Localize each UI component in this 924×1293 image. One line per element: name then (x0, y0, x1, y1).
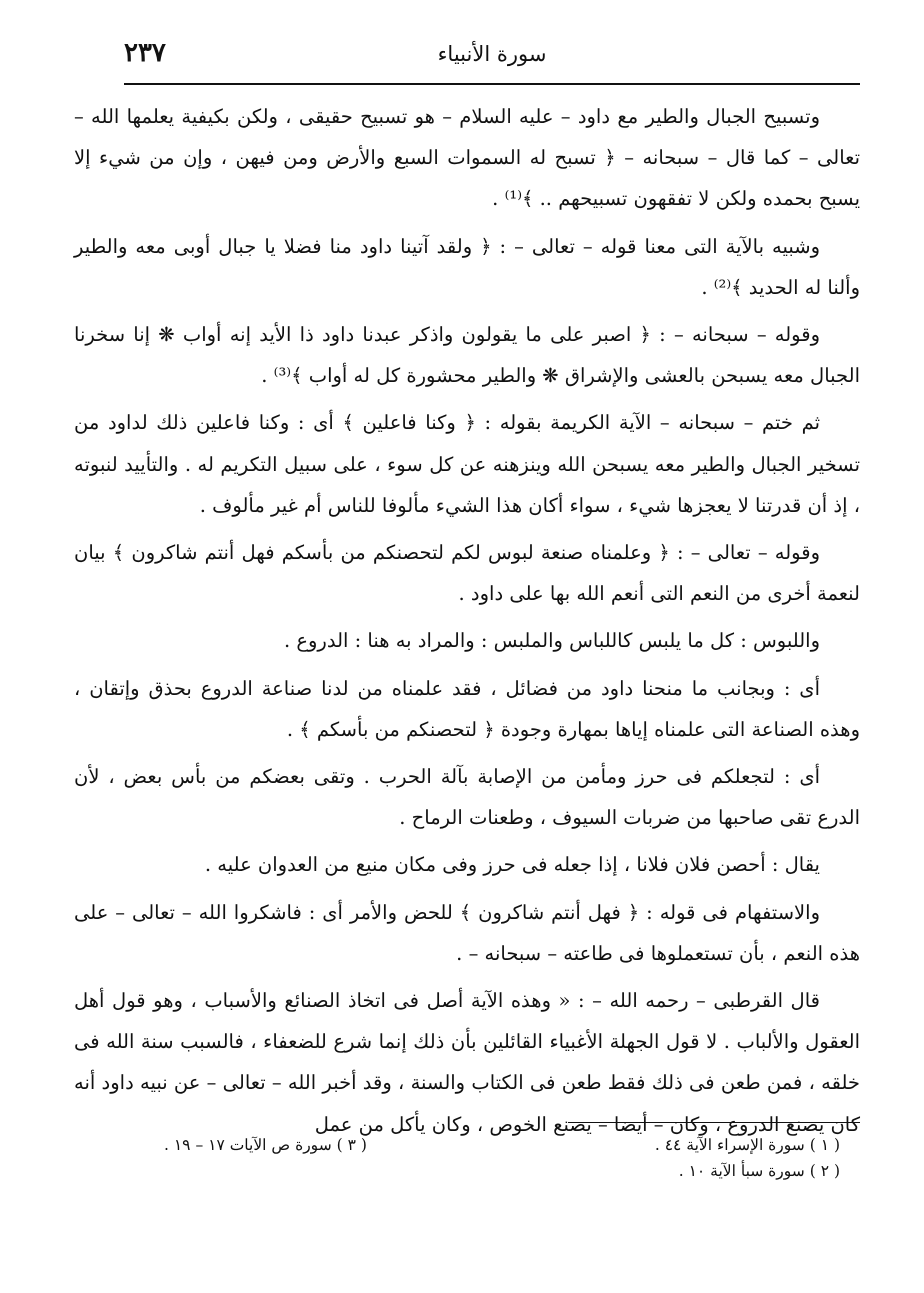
footnote-1: ( ١ ) سورة الإسراء الآية ٤٤ . (654, 1136, 840, 1154)
paragraph-2: وشبيه بالآية التى معنا قوله – تعالى – : ﴿ ولقد آتينا داود منا فضلا يا جبال أوبى معه والطير وألنا له الحديد ﴾⁽²⁾ . (74, 234, 860, 299)
footnote-3: ( ٣ ) سورة ص الآيات ١٧ – ١٩ . (164, 1136, 367, 1154)
paragraph-6: واللبوس : كل ما يلبس كاللباس والملبس : والمراد به هنا : الدروع . (283, 629, 820, 653)
paragraph-8: أى : لتجعلكم فى حرز ومأمن من الإصابة بآلة الحرب . وتقى بعضكم من بأس بعض ، لأن الدرع تقى صاحبها من ضربات السيوف ، وطعنات الرماح . (74, 765, 860, 830)
running-title: سورة الأنبياء (437, 42, 547, 66)
paragraph-4: ثم ختم – سبحانه – الآية الكريمة بقوله : ﴿ وكنا فاعلين ﴾ أى : وكنا فاعلين ذلك لداود من تسخير الجبال والطير معه يسبحن الله وينزهنه عن كل سوء ، على سبيل التكريم له . والتأييد لنبوته ، إذ أن قدرتنا لا يعجزها شيء ، سواء أكان هذا الشيء مألوفا للناس أم غير مألوف . (74, 411, 860, 517)
paragraph-3: وقوله – سبحانه – : ﴿ اصبر على ما يقولون واذكر عبدنا داود ذا الأيد إنه أواب ❋ إنا سخرنا الجبال معه يسبحن بالعشى والإشراق ❋ والطير محشورة كل له أواب ﴾⁽³⁾ . (74, 323, 860, 388)
page-header (124, 38, 860, 78)
page-number: ٢٣٧ (124, 38, 166, 68)
footnote-2: ( ٢ ) سورة سبأ الآية ١٠ . (678, 1162, 840, 1180)
paragraph-7: أى : وبجانب ما منحنا داود من فضائل ، فقد علمناه من لدنا صناعة الدروع بحذق وإتقان ، وهذه الصناعة التى علمناه إياها بمهارة وجودة ﴿ لتحصنكم من بأسكم ﴾ . (74, 676, 860, 741)
paragraph-5: وقوله – تعالى – : ﴿ وعلمناه صنعة لبوس لكم لتحصنكم من بأسكم فهل أنتم شاكرون ﴾ بيان لنعمة أخرى من النعم التى أنعم الله بها على داود . (74, 541, 860, 606)
commentary-body (74, 96, 860, 1145)
paragraph-11: قال القرطبى – رحمه الله – : « وهذه الآية أصل فى اتخاذ الصنائع والأسباب ، وهو قول أهل العقول والألباب . لا قول الجهلة الأغبياء القائلين بأن ذلك إنما شرع للضعفاء ، فالسبب سنة الله فى خلقه ، فمن طعن فى ذلك فقط طعن فى الكتاب والسنة ، وقد أخبر الله – تعالى – عن نبيه داود أنه كان يصنع الدروع ، وكان – أيضا – يصنع الخوص ، وكان يأكل من عمل (74, 989, 860, 1136)
header-divider (124, 83, 860, 85)
paragraph-9: يقال : أحصن فلان فلانا ، إذا جعله فى حرز وفى مكان منيع من العدوان عليه . (204, 853, 820, 877)
paragraph-1: وتسبيح الجبال والطير مع داود – عليه السلام – هو تسبيح حقيقى ، ولكن بكيفية يعلمها الله – تعالى – كما قال – سبحانه – ﴿ تسبح له السموات السبع والأرض ومن فيهن ، وإن من شيء إلا يسبح بحمده ولكن لا تفقهون تسبيحهم .. ﴾⁽¹⁾ . (74, 105, 860, 211)
footnote-divider (568, 1122, 860, 1123)
paragraph-10: والاستفهام فى قوله : ﴿ فهل أنتم شاكرون ﴾ للحض والأمر أى : فاشكروا الله – تعالى – على هذه النعم ، بأن تستعملوها فى طاعته – سبحانه – . (74, 900, 860, 965)
